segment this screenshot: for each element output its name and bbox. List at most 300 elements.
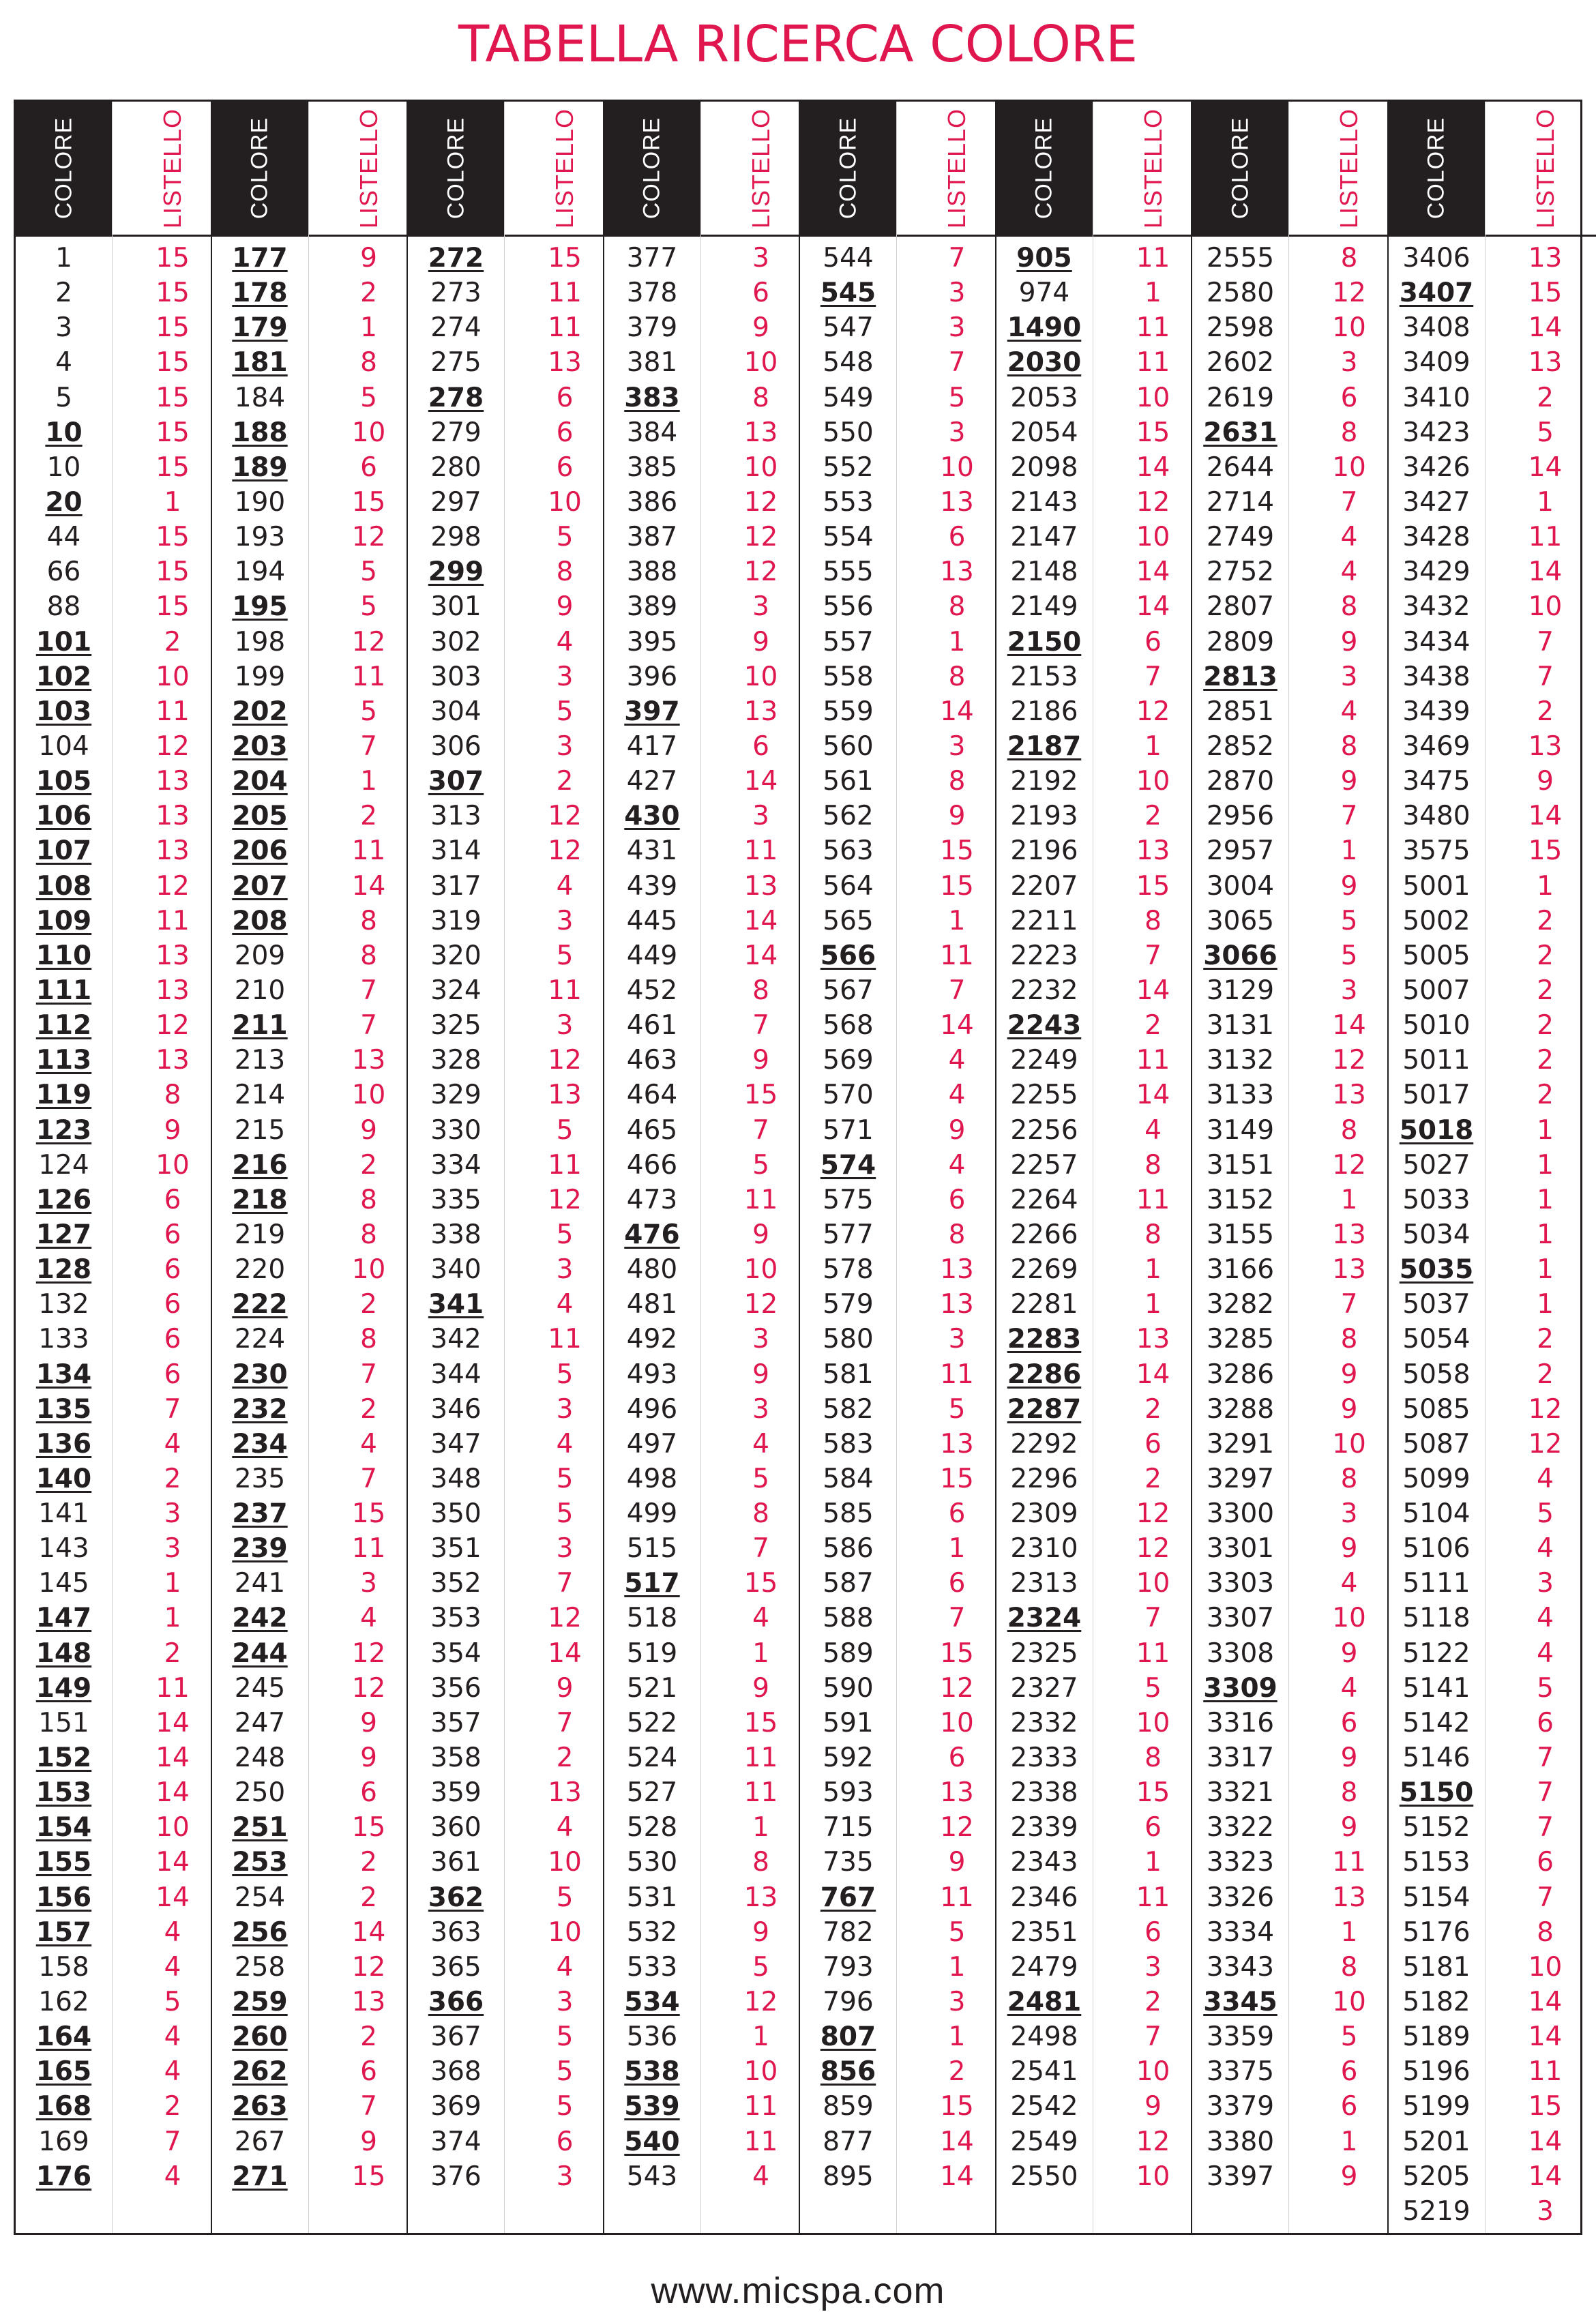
color-code-cell: 271 <box>212 2159 308 2194</box>
colore-header <box>408 102 504 237</box>
listello-number-cell: 6 <box>113 1217 233 1252</box>
listello-number-cell: 7 <box>897 241 1017 276</box>
color-code-cell: 856 <box>800 2054 896 2089</box>
color-code-cell: 2752 <box>1192 554 1288 589</box>
listello-number-cell: 11 <box>701 2124 821 2159</box>
listello-number-cell: 10 <box>1093 520 1213 554</box>
listello-number-cell: 13 <box>701 869 821 904</box>
listello-number-cell: 4 <box>1289 520 1409 554</box>
listello-number-cell: 12 <box>701 554 821 589</box>
color-code-cell: 2346 <box>996 1880 1093 1915</box>
listello-number-cell: 12 <box>701 520 821 554</box>
listello-number-cell: 2 <box>113 1636 233 1671</box>
listello-number-cell: 11 <box>1093 345 1213 380</box>
color-code-cell: 205 <box>212 799 308 833</box>
listello-number-cell: 2 <box>309 799 429 833</box>
listello-number-cell: 10 <box>701 450 821 485</box>
color-code-cell: 3133 <box>1192 1078 1288 1112</box>
color-code-cell: 492 <box>604 1322 700 1357</box>
listello-number-cell: 7 <box>897 973 1017 1008</box>
listello-number-cell: 12 <box>897 1810 1017 1845</box>
colore-column <box>800 102 897 2233</box>
listello-number-cell: 7 <box>1486 1810 1596 1845</box>
color-code-cell: 5011 <box>1389 1043 1485 1078</box>
color-code-cell: 3410 <box>1389 381 1485 415</box>
color-code-cell: 555 <box>800 554 896 589</box>
listello-number-cell: 13 <box>505 1775 625 1810</box>
color-code-cell: 3408 <box>1389 310 1485 345</box>
color-code-cell: 3432 <box>1389 589 1485 624</box>
listello-number-cell: 6 <box>897 1566 1017 1601</box>
color-code-cell: 533 <box>604 1950 700 1985</box>
listello-number-cell: 9 <box>1289 764 1409 799</box>
color-code-cell: 2325 <box>996 1636 1093 1671</box>
color-code-cell: 2196 <box>996 833 1093 868</box>
listello-number-cell: 1 <box>897 904 1017 938</box>
color-code-cell: 476 <box>604 1217 700 1252</box>
listello-number-cell: 10 <box>1093 2159 1213 2194</box>
color-code-cell: 2053 <box>996 381 1093 415</box>
color-code-cell: 589 <box>800 1636 896 1671</box>
listello-number-cell: 4 <box>505 1427 625 1462</box>
color-code-cell: 563 <box>800 833 896 868</box>
color-code-cell: 368 <box>408 2054 504 2089</box>
listello-number-cell: 11 <box>897 938 1017 973</box>
listello-number-cell: 13 <box>1093 1322 1213 1357</box>
color-code-cell: 330 <box>408 1113 504 1148</box>
listello-number-cell: 15 <box>897 1636 1017 1671</box>
color-code-cell: 2351 <box>996 1915 1093 1950</box>
color-code-cell: 430 <box>604 799 700 833</box>
color-code-cell: 378 <box>604 276 700 310</box>
color-code-cell: 579 <box>800 1287 896 1322</box>
color-code-cell: 3323 <box>1192 1845 1288 1880</box>
listello-number-cell: 14 <box>113 1880 233 1915</box>
listello-number-cell: 6 <box>1289 2089 1409 2124</box>
listello-number-cell: 2 <box>309 276 429 310</box>
listello-number-cell: 15 <box>113 310 233 345</box>
color-code-cell: 2714 <box>1192 485 1288 520</box>
listello-number-cell: 10 <box>1093 1566 1213 1601</box>
color-code-cell: 2542 <box>996 2089 1093 2124</box>
listello-number-cell: 8 <box>309 904 429 938</box>
color-code-cell: 176 <box>16 2159 112 2194</box>
color-code-cell: 210 <box>212 973 308 1008</box>
listello-number-cell: 6 <box>1093 1915 1213 1950</box>
listello-number-cell: 15 <box>1093 1775 1213 1810</box>
color-code-cell: 178 <box>212 276 308 310</box>
color-code-cell: 274 <box>408 310 504 345</box>
listello-number-cell: 3 <box>309 1566 429 1601</box>
listello-number-cell: 6 <box>701 276 821 310</box>
color-code-cell: 538 <box>604 2054 700 2089</box>
listello-number-cell: 9 <box>1289 625 1409 659</box>
color-code-cell: 2249 <box>996 1043 1093 1078</box>
color-code-cell: 351 <box>408 1531 504 1566</box>
listello-header-label: LISTELLO <box>1335 108 1363 228</box>
listello-number-cell: 12 <box>113 729 233 764</box>
color-code-cell: 5201 <box>1389 2124 1485 2159</box>
listello-number-cell: 8 <box>897 659 1017 694</box>
listello-number-cell: 14 <box>113 1740 233 1775</box>
color-code-cell: 2292 <box>996 1427 1093 1462</box>
color-code-cell: 547 <box>800 310 896 345</box>
listello-number-cell: 7 <box>309 973 429 1008</box>
colore-header <box>604 102 700 237</box>
listello-number-cell: 1 <box>1093 1845 1213 1880</box>
color-code-cell: 2555 <box>1192 241 1288 276</box>
color-code-cell: 539 <box>604 2089 700 2124</box>
color-code-cell: 2481 <box>996 1985 1093 2019</box>
color-code-cell: 530 <box>604 1845 700 1880</box>
color-code-cell: 583 <box>800 1427 896 1462</box>
color-code-cell: 2223 <box>996 938 1093 973</box>
color-code-cell: 325 <box>408 1008 504 1043</box>
listello-number-cell: 12 <box>309 625 429 659</box>
color-code-cell: 2813 <box>1192 659 1288 694</box>
color-code-cell: 153 <box>16 1775 112 1810</box>
color-code-cell: 445 <box>604 904 700 938</box>
colore-column <box>996 102 1093 2233</box>
listello-number-cell: 8 <box>1093 1740 1213 1775</box>
listello-number-cell: 2 <box>1486 904 1596 938</box>
color-code-cell: 208 <box>212 904 308 938</box>
color-code-cell: 109 <box>16 904 112 938</box>
listello-number-cell: 9 <box>701 1915 821 1950</box>
listello-number-cell: 5 <box>1486 1496 1596 1531</box>
color-code-cell: 5153 <box>1389 1845 1485 1880</box>
color-code-cell: 5002 <box>1389 904 1485 938</box>
column-group <box>604 102 801 2233</box>
listello-number-cell: 11 <box>309 833 429 868</box>
color-code-cell: 112 <box>16 1008 112 1043</box>
listello-number-cell: 7 <box>1093 1601 1213 1635</box>
color-code-cell: 5152 <box>1389 1810 1485 1845</box>
colore-header <box>16 102 112 237</box>
color-code-cell: 2149 <box>996 589 1093 624</box>
color-code-cell: 5007 <box>1389 973 1485 1008</box>
color-code-cell: 213 <box>212 1043 308 1078</box>
color-code-cell: 3480 <box>1389 799 1485 833</box>
listello-number-cell: 4 <box>1093 1113 1213 1148</box>
color-code-cell: 313 <box>408 799 504 833</box>
color-code-cell: 103 <box>16 694 112 729</box>
listello-number-cell: 8 <box>1486 1915 1596 1950</box>
listello-number-cell: 7 <box>309 1357 429 1392</box>
color-code-cell: 2324 <box>996 1601 1093 1635</box>
color-code-cell: 162 <box>16 1985 112 2019</box>
listello-number-cell: 10 <box>1289 1601 1409 1635</box>
color-code-cell: 544 <box>800 241 896 276</box>
listello-header <box>1486 102 1596 237</box>
color-code-cell: 5010 <box>1389 1008 1485 1043</box>
color-code-cell: 5018 <box>1389 1113 1485 1148</box>
listello-number-cell: 3 <box>897 1322 1017 1357</box>
color-code-cell: 366 <box>408 1985 504 2019</box>
listello-number-cell: 15 <box>113 415 233 450</box>
listello-number-cell: 5 <box>309 589 429 624</box>
page-title: TABELLA RICERCA COLORE <box>0 15 1596 74</box>
listello-number-cell: 4 <box>1486 1601 1596 1635</box>
listello-number-cell: 5 <box>505 938 625 973</box>
color-code-cell: 230 <box>212 1357 308 1392</box>
color-code-cell: 149 <box>16 1671 112 1706</box>
listello-number-cell: 3 <box>1486 2194 1596 2229</box>
color-code-cell: 272 <box>408 241 504 276</box>
listello-number-cell: 11 <box>1093 1636 1213 1671</box>
color-code-cell: 383 <box>604 381 700 415</box>
color-code-cell: 2956 <box>1192 799 1288 833</box>
color-code-cell: 2147 <box>996 520 1093 554</box>
listello-number-cell: 12 <box>1289 276 1409 310</box>
listello-number-cell: 6 <box>701 729 821 764</box>
listello-number-cell: 6 <box>1486 1706 1596 1740</box>
color-code-cell: 2310 <box>996 1531 1093 1566</box>
color-code-cell: 250 <box>212 1775 308 1810</box>
color-code-cell: 381 <box>604 345 700 380</box>
colore-header-label: COLORE <box>443 117 469 220</box>
listello-column <box>1486 102 1596 2233</box>
listello-number-cell: 5 <box>505 520 625 554</box>
column-group <box>996 102 1193 2233</box>
color-code-cell: 532 <box>604 1915 700 1950</box>
listello-number-cell: 14 <box>309 869 429 904</box>
listello-number-cell: 4 <box>113 2054 233 2089</box>
listello-number-cell: 9 <box>1289 1531 1409 1566</box>
color-code-cell: 241 <box>212 1566 308 1601</box>
color-code-cell: 5118 <box>1389 1601 1485 1635</box>
color-code-cell: 344 <box>408 1357 504 1392</box>
listello-number-cell: 4 <box>113 1950 233 1985</box>
listello-number-cell: 5 <box>701 1462 821 1496</box>
listello-number-cell: 2 <box>113 2089 233 2124</box>
listello-number-cell: 2 <box>309 1392 429 1427</box>
listello-number-cell: 4 <box>1486 1531 1596 1566</box>
listello-number-cell: 14 <box>1486 2124 1596 2159</box>
color-code-cell: 588 <box>800 1601 896 1635</box>
listello-number-cell: 7 <box>1289 799 1409 833</box>
color-code-cell: 346 <box>408 1392 504 1427</box>
color-code-cell: 2598 <box>1192 310 1288 345</box>
listello-number-cell: 14 <box>897 2124 1017 2159</box>
listello-number-cell: 9 <box>1289 1392 1409 1427</box>
listello-number-cell: 6 <box>1093 625 1213 659</box>
listello-number-cell: 14 <box>897 1008 1017 1043</box>
color-code-cell: 199 <box>212 659 308 694</box>
listello-number-cell: 4 <box>505 869 625 904</box>
color-code-cell: 157 <box>16 1915 112 1950</box>
listello-number-cell: 5 <box>505 2054 625 2089</box>
listello-number-cell: 14 <box>1486 554 1596 589</box>
listello-number-cell: 8 <box>701 1496 821 1531</box>
color-code-cell: 3439 <box>1389 694 1485 729</box>
color-code-cell: 497 <box>604 1427 700 1462</box>
website-url[interactable]: www.micspa.com <box>0 2270 1596 2312</box>
color-code-cell: 558 <box>800 659 896 694</box>
color-code-cell: 384 <box>604 415 700 450</box>
listello-number-cell: 15 <box>701 1078 821 1112</box>
listello-number-cell: 8 <box>309 1217 429 1252</box>
listello-header-label: LISTELLO <box>355 108 383 228</box>
listello-number-cell: 11 <box>1093 1880 1213 1915</box>
color-code-cell: 567 <box>800 973 896 1008</box>
color-code-cell: 3066 <box>1192 938 1288 973</box>
listello-number-cell: 14 <box>1093 450 1213 485</box>
listello-number-cell: 12 <box>309 520 429 554</box>
listello-number-cell: 6 <box>113 1183 233 1217</box>
color-code-cell: 528 <box>604 1810 700 1845</box>
listello-number-cell: 12 <box>309 1671 429 1706</box>
color-code-cell: 190 <box>212 485 308 520</box>
color-code-cell: 3343 <box>1192 1950 1288 1985</box>
color-code-cell: 2541 <box>996 2054 1093 2089</box>
color-code-cell: 374 <box>408 2124 504 2159</box>
color-code-cell: 181 <box>212 345 308 380</box>
color-code-cell: 554 <box>800 520 896 554</box>
listello-number-cell: 5 <box>505 1496 625 1531</box>
color-code-cell: 2256 <box>996 1113 1093 1148</box>
color-code-cell: 5 <box>16 381 112 415</box>
color-code-cell: 5141 <box>1389 1671 1485 1706</box>
color-code-cell: 796 <box>800 1985 896 2019</box>
listello-number-cell: 11 <box>897 1880 1017 1915</box>
color-code-cell: 193 <box>212 520 308 554</box>
color-code-cell: 543 <box>604 2159 700 2194</box>
color-code-cell: 235 <box>212 1462 308 1496</box>
listello-number-cell: 15 <box>113 450 233 485</box>
color-code-cell: 431 <box>604 833 700 868</box>
listello-number-cell: 13 <box>309 1985 429 2019</box>
listello-number-cell: 3 <box>505 2159 625 2194</box>
color-code-cell: 379 <box>604 310 700 345</box>
listello-number-cell: 14 <box>505 1636 625 1671</box>
listello-number-cell: 15 <box>1486 276 1596 310</box>
listello-number-cell: 4 <box>1289 554 1409 589</box>
listello-number-cell: 12 <box>1093 1531 1213 1566</box>
listello-number-cell: 11 <box>701 2089 821 2124</box>
listello-number-cell: 8 <box>505 554 625 589</box>
listello-number-cell: 8 <box>1093 1148 1213 1183</box>
listello-number-cell: 15 <box>309 1810 429 1845</box>
colore-header-label: COLORE <box>835 117 861 220</box>
color-code-cell: 3065 <box>1192 904 1288 938</box>
color-code-cell: 550 <box>800 415 896 450</box>
color-code-cell: 2187 <box>996 729 1093 764</box>
color-code-cell: 156 <box>16 1880 112 1915</box>
listello-number-cell: 10 <box>701 1252 821 1287</box>
listello-number-cell: 12 <box>1486 1392 1596 1427</box>
color-code-cell: 5122 <box>1389 1636 1485 1671</box>
color-code-cell: 465 <box>604 1113 700 1148</box>
listello-number-cell: 15 <box>309 1496 429 1531</box>
color-code-cell: 3428 <box>1389 520 1485 554</box>
color-code-cell: 395 <box>604 625 700 659</box>
color-code-cell: 574 <box>800 1148 896 1183</box>
color-code-cell: 3409 <box>1389 345 1485 380</box>
listello-number-cell: 2 <box>1486 1043 1596 1078</box>
color-code-cell: 2281 <box>996 1287 1093 1322</box>
listello-number-cell: 2 <box>1093 799 1213 833</box>
colore-header <box>1192 102 1288 237</box>
listello-number-cell: 12 <box>701 1287 821 1322</box>
color-code-cell: 136 <box>16 1427 112 1462</box>
listello-number-cell: 5 <box>1289 2019 1409 2054</box>
listello-number-cell: 4 <box>897 1043 1017 1078</box>
color-code-cell: 5034 <box>1389 1217 1485 1252</box>
color-code-cell: 517 <box>604 1566 700 1601</box>
listello-number-cell: 7 <box>1289 485 1409 520</box>
colore-header-label: COLORE <box>1423 117 1450 220</box>
listello-number-cell: 14 <box>113 1845 233 1880</box>
listello-number-cell: 4 <box>1289 1566 1409 1601</box>
listello-number-cell: 2 <box>1093 1462 1213 1496</box>
listello-number-cell: 3 <box>505 1252 625 1287</box>
color-code-cell: 3326 <box>1192 1880 1288 1915</box>
color-code-cell: 2148 <box>996 554 1093 589</box>
listello-number-cell: 6 <box>1093 1427 1213 1462</box>
color-code-cell: 590 <box>800 1671 896 1706</box>
color-code-cell: 5104 <box>1389 1496 1485 1531</box>
color-code-cell: 536 <box>604 2019 700 2054</box>
listello-number-cell: 15 <box>897 833 1017 868</box>
color-code-cell: 179 <box>212 310 308 345</box>
listello-number-cell: 1 <box>1289 833 1409 868</box>
listello-number-cell: 1 <box>1093 729 1213 764</box>
listello-number-cell: 13 <box>505 345 625 380</box>
color-code-cell: 357 <box>408 1706 504 1740</box>
color-code-cell: 569 <box>800 1043 896 1078</box>
listello-number-cell: 3 <box>505 1392 625 1427</box>
color-code-cell: 123 <box>16 1113 112 1148</box>
color-code-cell: 3152 <box>1192 1183 1288 1217</box>
color-code-cell: 5176 <box>1389 1915 1485 1950</box>
listello-number-cell: 10 <box>113 1810 233 1845</box>
listello-number-cell: 9 <box>113 1113 233 1148</box>
listello-number-cell: 6 <box>505 450 625 485</box>
column-group <box>16 102 212 2233</box>
color-code-cell: 5099 <box>1389 1462 1485 1496</box>
listello-number-cell: 2 <box>113 625 233 659</box>
color-code-cell: 552 <box>800 450 896 485</box>
color-code-cell: 341 <box>408 1287 504 1322</box>
listello-number-cell: 10 <box>1289 1427 1409 1462</box>
color-code-cell: 582 <box>800 1392 896 1427</box>
listello-number-cell: 8 <box>1093 904 1213 938</box>
listello-number-cell: 9 <box>701 1217 821 1252</box>
listello-number-cell: 13 <box>701 1880 821 1915</box>
listello-number-cell: 15 <box>701 1566 821 1601</box>
listello-number-cell: 12 <box>701 1985 821 2019</box>
color-code-cell: 2 <box>16 276 112 310</box>
listello-number-cell: 15 <box>113 520 233 554</box>
color-code-cell: 5196 <box>1389 2054 1485 2089</box>
color-code-cell: 3469 <box>1389 729 1485 764</box>
listello-number-cell: 7 <box>897 345 1017 380</box>
color-code-cell: 259 <box>212 1985 308 2019</box>
colore-column <box>212 102 309 2233</box>
color-code-cell: 209 <box>212 938 308 973</box>
listello-number-cell: 9 <box>309 1740 429 1775</box>
color-code-cell: 239 <box>212 1531 308 1566</box>
color-code-cell: 335 <box>408 1183 504 1217</box>
listello-number-cell: 3 <box>1289 345 1409 380</box>
color-code-cell: 561 <box>800 764 896 799</box>
listello-number-cell: 1 <box>1486 1287 1596 1322</box>
color-code-cell: 499 <box>604 1496 700 1531</box>
color-code-cell: 258 <box>212 1950 308 1985</box>
color-code-cell: 385 <box>604 450 700 485</box>
color-code-cell: 44 <box>16 520 112 554</box>
